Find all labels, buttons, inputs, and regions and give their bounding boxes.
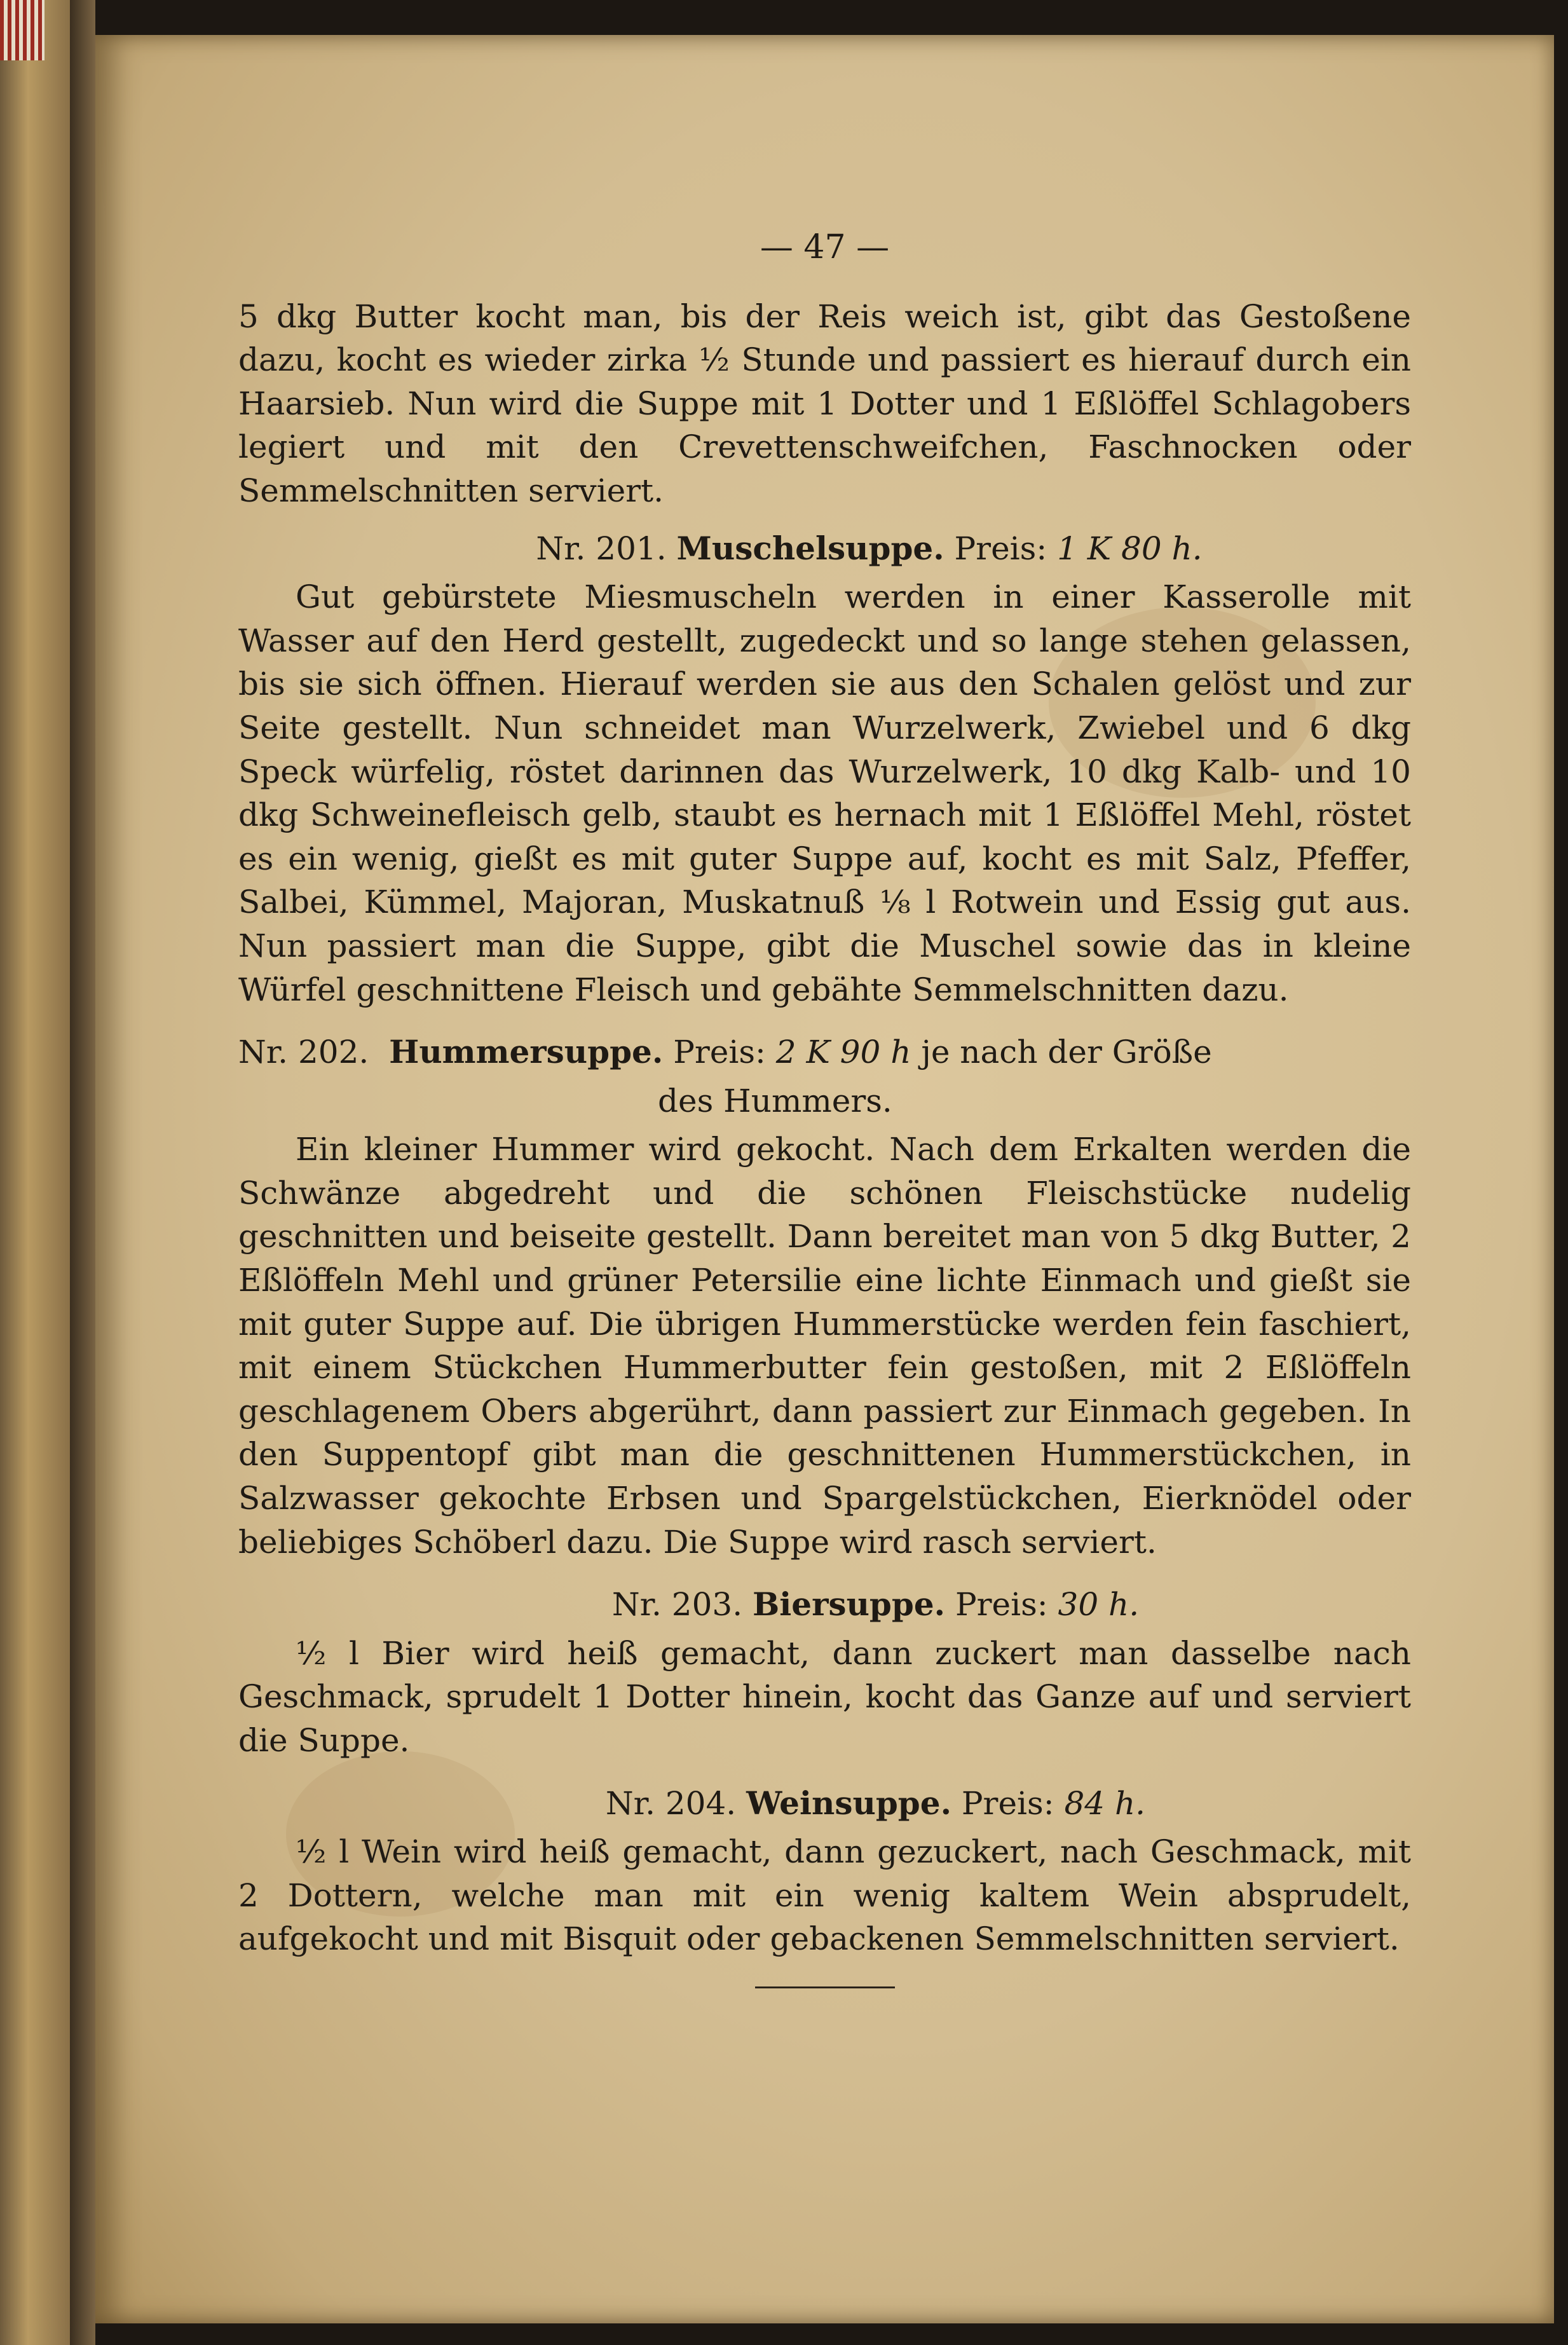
price-label: Preis: [954, 530, 1047, 567]
price-label: Preis: [673, 1034, 766, 1071]
recipe-heading [340, 1782, 1411, 1826]
recipe-heading [340, 1583, 1411, 1627]
recipe-body: ½ l Wein wird heiß gemacht, dann gezuckert, nach Geschmack, mit 2 Dottern, welche man mit ein wenig kaltem Wein absprudelt, aufgekocht und mit Bisquit oder gebackenen Semmelschnitten serviert. [238, 1833, 1411, 1958]
recipe-body: Ein kleiner Hummer wird gekocht. Nach dem Erkalten werden die Schwänze abgedreht und die schönen Fleischstücke nudelig geschnitten und beiseite gestellt. Dann bereitet man von 5 dkg Butter, 2 Eßlöffeln Mehl und grüner Petersilie eine lichte Einmach und gießt sie mit guter Suppe auf. Die übrigen Hummerstücke werden fein faschiert, mit einem Stückchen Hummerbutter fein gestoßen, mit 2 Eßlöffeln geschlagenem Obers abgerührt, dann passiert zur Einmach gegeben. In den Suppentopf gibt man die geschnittenen Hummerstückchen, in Salzwasser gekochte Erbsen und Spargelstückchen, Eierknödel oder beliebiges Schöberl dazu. Die Suppe wird rasch serviert. [238, 1131, 1411, 1561]
price-value: 2 K 90 h [775, 1034, 911, 1071]
recipe-number: Nr. 203. [611, 1586, 743, 1624]
recipe-body: Gut gebürstete Miesmuscheln werden in einer Kasserolle mit Wasser auf den Herd gestellt, zugedeckt und so lange stehen gelassen, bis sie sich öffnen. Hierauf werden sie aus den Schalen gelöst und zur Seite gestellt. Nun schneidet man Wurzelwerk, Zwiebel und 6 dkg Speck würfelig, röstet darinnen das Wurzelwerk, 10 dkg Kalb- und 10 dkg Schweinefleisch gelb, staubt es hernach mit 1 Eßlöffel Mehl, röstet es ein wenig, gießt es mit guter Suppe auf, kocht es mit Salz, Pfeffer, Salbei, Kümmel, Majoran, Muskatnuß ⅛ l Rotwein und Essig gut aus. Nun passiert man die Suppe, gibt die Muschel sowie das in kleine Würfel geschnittene Fleisch und gebähte Semmelschnitten dazu. [238, 578, 1411, 1008]
recipe-heading [238, 1030, 1411, 1074]
recipe-number: Nr. 201. [536, 530, 667, 567]
price-label: Preis: [961, 1784, 1054, 1822]
end-rule [755, 1986, 895, 1988]
recipe-title: Weinsuppe. [746, 1784, 951, 1822]
price-label: Preis: [955, 1586, 1048, 1624]
recipe-title: Biersuppe. [753, 1585, 946, 1624]
recipe-number: Nr. 202. [238, 1034, 369, 1071]
price-note-continued: des Hummers. [658, 1082, 892, 1119]
page-number: — 47 — [760, 228, 890, 266]
recipe-body: ½ l Bier wird heiß gemacht, dann zuckert man dasselbe nach Geschmack, sprudelt 1 Dotter hinein, kocht das Ganze auf und serviert die Suppe. [238, 1634, 1411, 1759]
left-page-edge [0, 0, 70, 2345]
page-content [238, 226, 1411, 1988]
intro-paragraph: 5 dkg Butter kocht man, bis der Reis weich ist, gibt das Gestoßene dazu, kocht es wieder zirka ½ Stunde und passiert es hierauf durch ein Haarsieb. Nun wird die Suppe mit 1 Dotter und 1 Eßlöffel Schlagobers legiert und mit den Crevettenschweifchen, Faschnocken oder Semmelschnitten serviert. [238, 297, 1411, 509]
book-page [95, 35, 1554, 2323]
price-value: 30 h. [1058, 1586, 1140, 1624]
book-gutter [70, 0, 95, 2345]
recipe-number: Nr. 204. [605, 1784, 737, 1822]
price-note: je nach der Größe [921, 1034, 1212, 1071]
recipe-title: Hummersuppe. [389, 1033, 664, 1071]
recipe-heading [327, 527, 1411, 571]
price-value: 84 h. [1064, 1784, 1146, 1822]
recipe-title: Muschelsuppe. [676, 529, 944, 567]
bookmark-ribbon [0, 0, 44, 60]
price-value: 1 K 80 h. [1057, 530, 1203, 567]
